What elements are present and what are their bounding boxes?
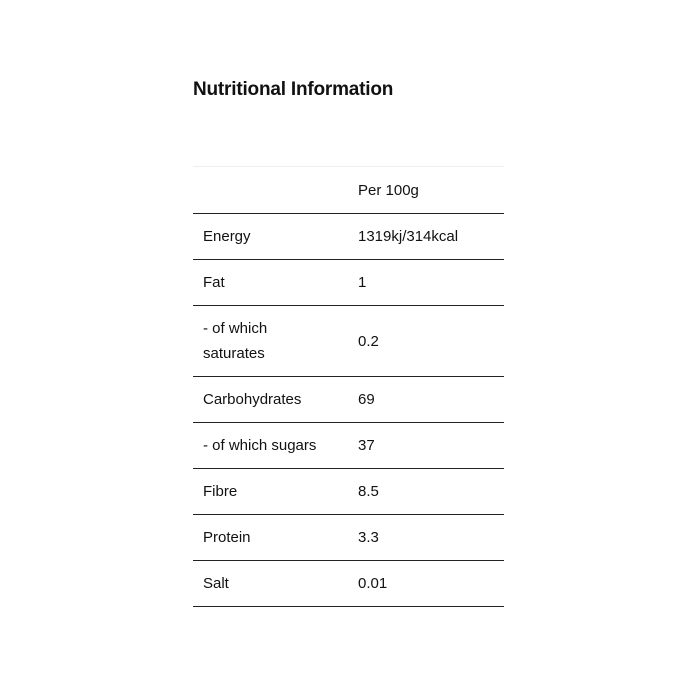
table-row — [193, 306, 504, 377]
table-row — [193, 561, 504, 607]
nutrient-label: Carbohydrates — [203, 391, 302, 408]
nutrient-name — [193, 306, 358, 377]
nutrient-label: Fat — [203, 274, 225, 291]
nutrient-label: Protein — [203, 529, 251, 546]
nutrient-name — [193, 377, 358, 423]
header-per-100g: Per 100g — [358, 181, 419, 199]
nutrient-value: 69 — [358, 391, 375, 408]
header-nutrient — [193, 167, 358, 214]
nutrient-value: 3.3 — [358, 529, 379, 546]
nutrient-name — [193, 423, 358, 469]
page-title: Nutritional Information — [193, 79, 394, 100]
table-row — [193, 260, 504, 306]
nutrition-table — [193, 166, 504, 607]
table-row — [193, 377, 504, 423]
table-row — [193, 214, 504, 260]
table-row — [193, 423, 504, 469]
nutrient-name — [193, 561, 358, 607]
table-row — [193, 515, 504, 561]
nutrient-label: - of which saturates — [203, 320, 268, 362]
table-row — [193, 469, 504, 515]
nutrient-name — [193, 515, 358, 561]
nutrient-value: 0.01 — [358, 575, 388, 592]
nutrient-value: 37 — [358, 437, 375, 454]
nutrient-value: 1319kj/314kcal — [358, 228, 459, 245]
nutrient-value: 1 — [358, 274, 367, 291]
table-header-row — [193, 167, 504, 214]
nutrient-name — [193, 214, 358, 260]
nutrient-value: 8.5 — [358, 483, 379, 500]
nutrient-name — [193, 469, 358, 515]
nutrient-label: Fibre — [203, 483, 238, 500]
nutrient-name — [193, 260, 358, 306]
nutrient-label: Energy — [203, 228, 251, 245]
nutrient-label: Salt — [203, 575, 229, 592]
nutrient-value: 0.2 — [358, 332, 379, 350]
nutrient-label: - of which sugars — [203, 437, 317, 454]
